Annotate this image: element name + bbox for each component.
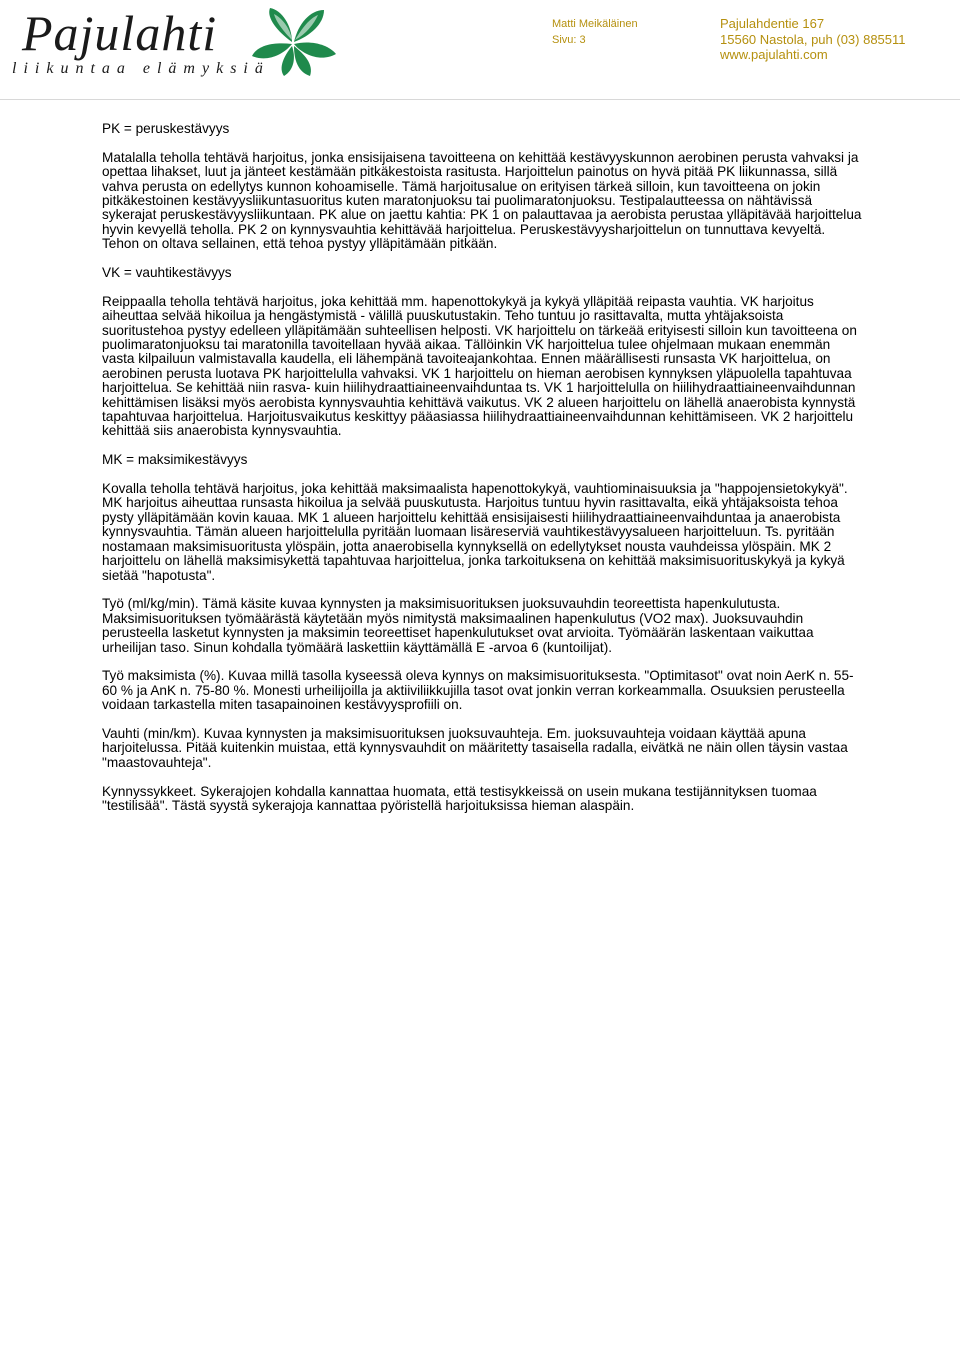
paragraph-vauhti: Vauhti (min/km). Kuvaa kynnysten ja maksimisuorituksen juoksuvauhteja. Em. juoksuvauhteja voidaan käyttää apuna harjoitelussa. Pitää kuitenkin muistaa, että kynnysvauhdit on määritetty tasaisella radalla, eivätkä ne näin ollen täysin vastaa "maastovauhteja". — [102, 725, 848, 770]
address-street: Pajulahdentie 167 — [720, 16, 825, 31]
page-number: Sivu: 3 — [552, 34, 586, 46]
paragraph-mk: Kovalla teholla tehtävä harjoitus, joka kehittää maksimaalista hapenottokykyä, vauhtiominaisuuksia ja "happojensietokykyä". MK harjoitus aiheuttaa runsasta hikoilua ja selvää puuskutusta. Harjoitus tuntuu hyvin rasittavalta, eikä yhtäjaksoista tehoa pysty ylläpitämään kovin kauaa. MK 1 alueen harjoittelu kehittää ensisijaisesti hiilihydraattiaineenvaihduntaa ja anaerobista kynnysvauhtia. Tämän alueen harjoittelulla pyritään luomaan lisäreserviä vauhtikestävyysalueen harjoitteluun. Ts. pyritään nostamaan maksimisuoritusta ylöspäin, jotta anaerobisella kynnyksellä on edellytykset nousta vauhdeissa ylöspäin. MK 2 harjoittelu on lähellä maksimisykettä tapahtuvaa harjoittelua, jonka tarkoituksena on kehittää maksimisuorituskykyä ja kykyä sietää "hapotusta". — [102, 481, 848, 583]
heading-vk: VK = vauhtikestävyys — [102, 265, 232, 281]
logo-wordmark: Pajulahti — [22, 5, 218, 61]
page-header — [0, 0, 960, 100]
leaf-logo-icon — [248, 4, 338, 78]
paragraph-kynnyssykkeet: Kynnyssykkeet. Sykerajojen kohdalla kannattaa huomata, että testisykkeissä on usein mukana testijännityksen tuomaa "testilisää". Tästä syystä sykerajoja kannattaa pyöristellä harjoituksissa hieman alaspäin. — [102, 783, 817, 813]
address-city-phone: 15560 Nastola, puh (03) 885511 — [720, 32, 906, 47]
logo-tagline: liikuntaa elämyksiä — [12, 60, 270, 77]
heading-mk: MK = maksimikestävyys — [102, 452, 248, 468]
website-link[interactable]: www.pajulahti.com — [720, 47, 828, 62]
heading-pk: PK = peruskestävyys — [102, 121, 230, 136]
author-name: Matti Meikäläinen — [552, 18, 638, 30]
paragraph-vk: Reippaalla teholla tehtävä harjoitus, joka kehittää mm. hapenottokykyä ja kykyä ylläpitää reipasta vauhtia. VK harjoitus aiheuttaa selvää hikoilua ja hengästymistä - välillä puuskutustakin. Teho tuntuu jo rasittavalta, mutta yhtäjaksoista suoritustehoa pystyy edelleen ylläpitämään suhteellisen helposti. VK harjoittelu on tärkeää erityisesti silloin kun tavoitteena on puolimaratonjuoksu tai maratonilla tavoitellaan hyvää aikaa. Tällöinkin VK harjoittelua tulee ohjelmaan mukaan enemmän vasta kilpailuun valmistavalla kaudella, eli lähempänä tavoiteajankohtaa. Ennen määrällisesti runsasta VK harjoittelua, on aerobinen perusta luotava PK harjoittelulla vahvaksi. VK 1 harjoittelu on hieman aerobisen kynnyksen yläpuolella tapahtuvaa harjoittelua. Se kehittää niin rasva- kuin hiilihydraattiaineenvaihduntaa ts. VK 1 harjoittelulla on hiilihydraattiaineenvaihdunnan kehittämisen lisäksi myös aerobista kynnysvauhtia kehittävä vaikutus. VK 2 alueen harjoittelu on lähellä anaerobista kynnystä tapahtuvaa harjoittelua. Harjoitusvaikutus keskittyy pääasiassa hiilihydraattiaineenvaihdunnan kehittämiseen. VK 2 harjoittelu kehittää siis anaerobista kynnysvauhtia. — [102, 293, 857, 439]
paragraph-pk: Matalalla teholla tehtävä harjoitus, jonka ensisijaisena tavoitteena on kehittää kestävyyskunnon aerobinen perusta vahvaksi ja opettaa lihakset, luut ja jänteet kestämään pitkäkestoista rasitusta. Harjoittelun painotus on hyvä pitää PK liikunnassa, sillä vahva perusta on edellytys kunnon kohoamiselle. Tämä harjoitusalue on erityisen tärkeä silloin, kun tavoitteena on jokin pitkäkestoinen kestävyysliikuntasuoritus kuten maratonjuoksu tai puolimaratonjuoksu. Testipalautteessa on nähtävissä sykerajat peruskestävyysliikuntaan. PK alue on jaettu kahtia: PK 1 on palauttavaa ja aerobista perustaa ylläpitävää harjoittelua hyvin kevyellä teholla. PK 2 on kynnysvauhtia kehittävää harjoittelua. Peruskestävyysharjoittelun on tunnuttava kevyeltä. Tehon on oltava sellainen, että tehoa pystyy ylläpitämään pitkään. — [102, 149, 862, 252]
paragraph-tyo: Työ (ml/kg/min). Tämä käsite kuvaa kynnysten ja maksimisuorituksen juoksuvauhdin teoreettista hapenkulutusta. Maksimisuorituksen työmäärästä käytetään myös nimitystä maksimaalinen hapenkulutus (VO2 max). Juoksuvauhdin perusteella lasketut kynnysten ja maksimin teoreettiset hapenkulutukset ovat arvioita. Työmäärän laskentaan vaikuttaa urheilijan taso. Sinun kohdalla työmäärä laskettiin käyttämällä E -arvoa 6 (kuntoilijat). — [102, 596, 814, 655]
document-body — [102, 122, 862, 828]
header-divider — [0, 99, 960, 100]
paragraph-tyo-maksimista: Työ maksimista (%). Kuvaa millä tasolla kyseessä oleva kynnys on maksimisuorituksesta. "Optimitasot" ovat noin AerK n. 55-60 % ja AnK n. 75-80 %. Monesti urheilijoilla ja aktiiviliikkujilla tasot ovat jonkin verran korkeammalla. Osuuksien perusteella voidaan tarkastella miten tasapainoinen kestävyysprofiili on. — [102, 668, 854, 713]
